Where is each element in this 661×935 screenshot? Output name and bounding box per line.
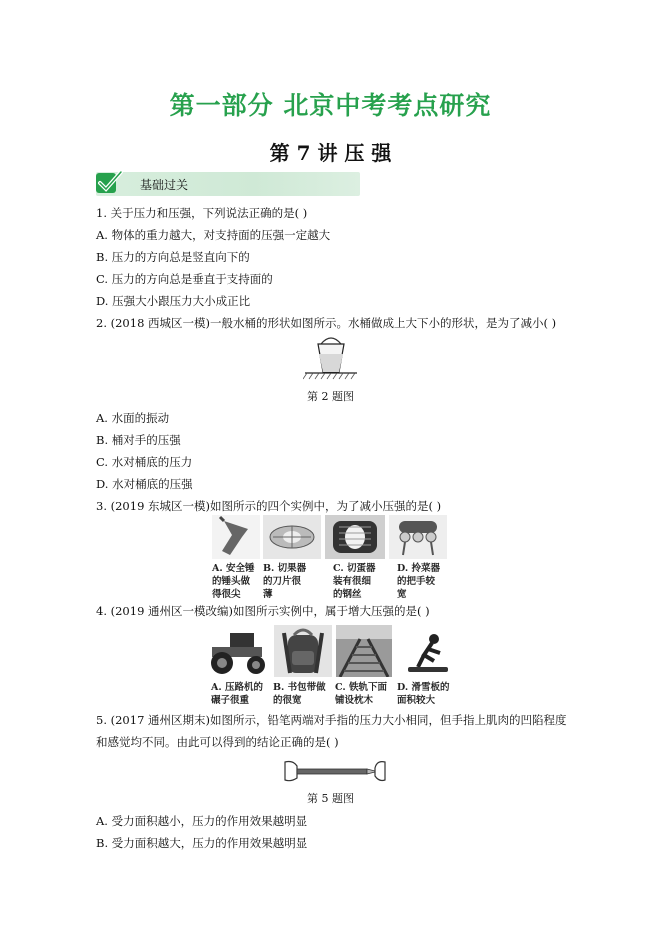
q4-caption-c: C. 铁轨下面 铺设枕木 bbox=[335, 682, 388, 706]
bucket-figure bbox=[303, 334, 359, 382]
q3-caption-a: A. 安全锤 的锤头做 得很尖 bbox=[212, 563, 255, 600]
road-roller-image bbox=[206, 625, 272, 677]
q3-stem: 3. (2019 东城区一模)如图所示的四个实例中，为了减小压强的是( ) bbox=[96, 499, 442, 513]
q3-caption-b: B. 切果器 的刀片很 薄 bbox=[263, 563, 307, 600]
section-label: 基础过关 bbox=[140, 178, 189, 192]
checkmark-icon bbox=[94, 169, 124, 197]
safety-hammer-image bbox=[212, 515, 260, 559]
q5-figure-caption: 第 5 题图 bbox=[307, 792, 354, 805]
bag-carrier-image bbox=[389, 515, 447, 559]
q5-stem-line1: 5. (2017 通州区期末)如图所示，铅笔两端对手指的压力大小相同，但手指上肌肉的凹陷程度 bbox=[96, 713, 567, 727]
q2-option-d: D. 水对桶底的压强 bbox=[96, 477, 193, 491]
q2-option-c: C. 水对桶底的压力 bbox=[96, 455, 193, 469]
q2-option-b: B. 桶对手的压强 bbox=[96, 433, 181, 447]
q3-caption-c: C. 切蛋器 装有很细 的钢丝 bbox=[333, 563, 376, 600]
q2-option-a: A. 水面的振动 bbox=[96, 411, 170, 425]
q2-figure-caption: 第 2 题图 bbox=[307, 390, 354, 403]
fruit-cutter-image bbox=[263, 515, 321, 559]
schoolbag-image bbox=[274, 625, 332, 677]
section-banner bbox=[96, 172, 360, 196]
q1-stem: 1. 关于压力和压强，下列说法正确的是( ) bbox=[96, 206, 308, 220]
q5-option-a: A. 受力面积越小，压力的作用效果越明显 bbox=[96, 814, 308, 828]
q2-stem: 2. (2018 西城区一模)一般水桶的形状如图所示。水桶做成上大下小的形状，是为了减小( ) bbox=[96, 316, 557, 330]
q1-option-a: A. 物体的重力越大，对支持面的压强一定越大 bbox=[96, 228, 331, 242]
egg-slicer-image bbox=[325, 515, 385, 559]
q4-caption-b: B. 书包带做 的很宽 bbox=[273, 682, 326, 706]
lesson-title: 第 7 讲 压 强 bbox=[269, 141, 392, 165]
q3-caption-d: D. 拎菜器 的把手较 宽 bbox=[397, 563, 441, 600]
q4-caption-a: A. 压路机的 碾子很重 bbox=[211, 682, 263, 706]
q4-stem: 4. (2019 通州区一模改编)如图所示实例中，属于增大压强的是( ) bbox=[96, 604, 430, 618]
pencil-fingers-figure bbox=[283, 758, 387, 784]
q5-option-b: B. 受力面积越大，压力的作用效果越明显 bbox=[96, 836, 308, 850]
q5-stem-line2: 和感觉均不同。由此可以得到的结论正确的是( ) bbox=[96, 735, 339, 749]
q1-option-d: D. 压强大小跟压力大小成正比 bbox=[96, 294, 251, 308]
q1-option-c: C. 压力的方向总是垂直于支持面的 bbox=[96, 272, 273, 286]
page-title: 第一部分 北京中考考点研究 bbox=[169, 91, 492, 120]
snowboard-image bbox=[398, 625, 458, 677]
railway-track-image bbox=[336, 625, 392, 677]
q1-option-b: B. 压力的方向总是竖直向下的 bbox=[96, 250, 250, 264]
q4-caption-d: D. 滑雪板的 面积较大 bbox=[397, 682, 450, 706]
